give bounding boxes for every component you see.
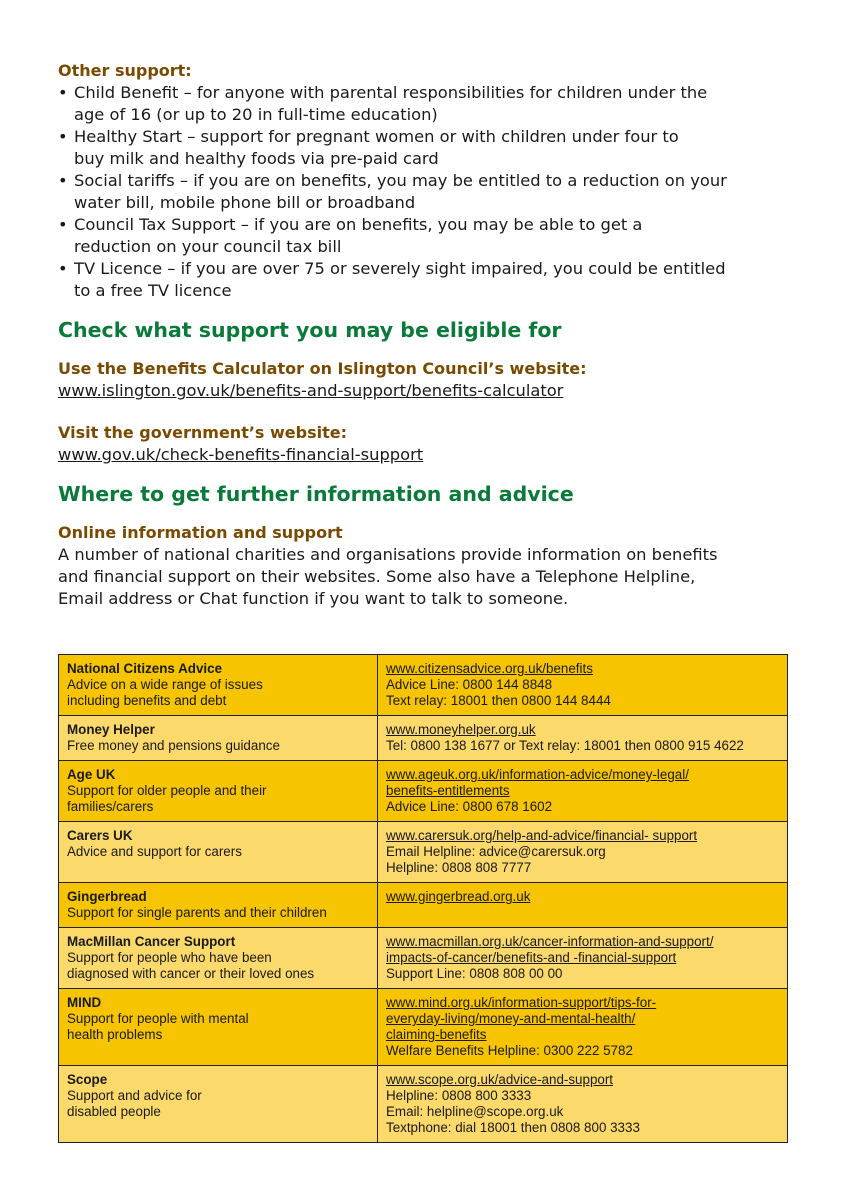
- further-info-heading: Where to get further information and advice: [58, 482, 574, 506]
- online-support-heading: Online information and support: [58, 523, 343, 542]
- org-name: MacMillan Cancer Support: [67, 934, 236, 949]
- contact-cell: [378, 883, 788, 928]
- table-row: [59, 883, 788, 928]
- org-cell: Age UK Support for older people and their families/carers: [59, 761, 378, 822]
- contact-cell: www.mind.org.uk/information-support/tips-for- everyday-living/money-and-mental-health/ claiming-benefits Welfare Benefits Helpline: 0300 222 5782: [378, 989, 788, 1066]
- org-cell: Gingerbread Support for single parents and their children: [59, 883, 378, 928]
- list-item: • TV Licence – if you are over 75 or severely sight impaired, you could be entitled to a free TV licence: [58, 258, 798, 302]
- org-cell: Scope Support and advice for disabled people: [59, 1066, 378, 1143]
- org-name: National Citizens Advice: [67, 661, 223, 676]
- resources-table: [58, 654, 788, 1143]
- table-row: [59, 928, 788, 989]
- other-support-list: [58, 82, 798, 302]
- list-item: • Child Benefit – for anyone with parental responsibilities for children under the age of 16 (or up to 20 in full-time education): [58, 82, 798, 126]
- org-cell: MIND Support for people with mental health problems: [59, 989, 378, 1066]
- table-row: [59, 822, 788, 883]
- org-link[interactable]: www.carersuk.org/help-and-advice/financial- support: [386, 828, 698, 843]
- table-row: [59, 1066, 788, 1143]
- org-cell: MacMillan Cancer Support Support for people who have been diagnosed with cancer or their loved ones: [59, 928, 378, 989]
- other-support-heading: Other support:: [58, 61, 192, 80]
- list-item: • Healthy Start – support for pregnant women or with children under four to buy milk and healthy foods via pre-paid card: [58, 126, 798, 170]
- org-name: MIND: [67, 995, 102, 1010]
- org-link[interactable]: www.ageuk.org.uk/information-advice/money-legal/ benefits-entitlements: [386, 767, 689, 798]
- org-link[interactable]: www.mind.org.uk/information-support/tips-for- everyday-living/money-and-mental-health/ claiming-benefits: [386, 995, 657, 1042]
- eligibility-heading: Check what support you may be eligible for: [58, 318, 562, 342]
- gov-link[interactable]: www.gov.uk/check-benefits-financial-support: [58, 445, 424, 464]
- org-link[interactable]: www.moneyhelper.org.uk: [386, 722, 536, 737]
- calculator-label: Use the Benefits Calculator on Islington Council’s website:: [58, 359, 587, 378]
- org-cell: Money Helper Free money and pensions guidance: [59, 716, 378, 761]
- contact-cell: www.carersuk.org/help-and-advice/financial- support Email Helpline: advice@carersuk.org Helpline: 0808 808 7777: [378, 822, 788, 883]
- table-row: [59, 761, 788, 822]
- contact-cell: www.ageuk.org.uk/information-advice/money-legal/ benefits-entitlements Advice Line: 0800 678 1602: [378, 761, 788, 822]
- table-row: [59, 716, 788, 761]
- org-name: Money Helper: [67, 722, 155, 737]
- table-row: [59, 989, 788, 1066]
- org-link[interactable]: www.citizensadvice.org.uk/benefits: [386, 661, 593, 676]
- org-name: Carers UK: [67, 828, 133, 843]
- list-item: • Council Tax Support – if you are on benefits, you may be able to get a reduction on your council tax bill: [58, 214, 798, 258]
- org-link[interactable]: www.scope.org.uk/advice-and-support: [386, 1072, 614, 1087]
- online-support-text: A number of national charities and organisations provide information on benefits and financial support on their websites. Some also have a Telephone Helpline, Email address or Chat function if you want to talk to someone.: [58, 545, 718, 608]
- page-content: [58, 60, 798, 610]
- calculator-link[interactable]: www.islington.gov.uk/benefits-and-support/benefits-calculator: [58, 381, 564, 400]
- gov-label: Visit the government’s website:: [58, 423, 348, 442]
- list-item: • Social tariffs – if you are on benefits, you may be entitled to a reduction on your water bill, mobile phone bill or broadband: [58, 170, 798, 214]
- org-cell: Carers UK Advice and support for carers: [59, 822, 378, 883]
- org-link[interactable]: www.gingerbread.org.uk: [386, 889, 531, 904]
- org-cell: National Citizens Advice Advice on a wide range of issues including benefits and debt: [59, 655, 378, 716]
- org-name: Age UK: [67, 767, 116, 782]
- contact-cell: www.scope.org.uk/advice-and-support Helpline: 0808 800 3333 Email: helpline@scope.org.uk Textphone: dial 18001 then 0808 800 3333: [378, 1066, 788, 1143]
- contact-cell: www.moneyhelper.org.uk Tel: 0800 138 1677 or Text relay: 18001 then 0800 915 4622: [378, 716, 788, 761]
- org-link[interactable]: www.macmillan.org.uk/cancer-information-and-support/ impacts-of-cancer/benefits-and -financial-support: [386, 934, 714, 965]
- org-name: Scope: [67, 1072, 108, 1087]
- contact-cell: www.macmillan.org.uk/cancer-information-and-support/ impacts-of-cancer/benefits-and -financial-support Support Line: 0808 808 00 00: [378, 928, 788, 989]
- table-row: [59, 655, 788, 716]
- contact-cell: www.citizensadvice.org.uk/benefits Advice Line: 0800 144 8848 Text relay: 18001 then 0800 144 8444: [378, 655, 788, 716]
- org-name: Gingerbread: [67, 889, 147, 904]
